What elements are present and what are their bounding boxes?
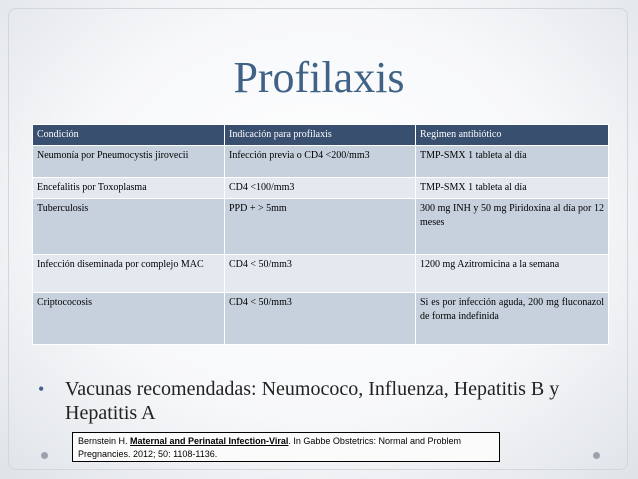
decorative-dot-icon: [41, 452, 48, 459]
reference-box: [72, 432, 500, 462]
cell-condition: Neumonía por Pneumocystis jirovecii: [33, 146, 225, 178]
reference-suffix: . In Gabbe Obstetrics: Normal and Problem Pregnancies. 2012; 50: 1108-1136.: [78, 436, 461, 459]
bullet-dot-icon: •: [38, 379, 45, 399]
cell-indication: PPD + > 5mm: [225, 199, 416, 255]
cell-regimen: TMP-SMX 1 tableta al día: [416, 146, 609, 178]
slide-title: Profilaxis: [233, 53, 405, 102]
cell-indication: CD4 < 50/mm3: [225, 255, 416, 293]
table-header-row: [33, 125, 609, 146]
cell-condition: Criptococosis: [33, 293, 225, 345]
cell-regimen: Si es por infección aguda, 200 mg fluconazol de forma indefinida: [416, 293, 609, 345]
decorative-dot-icon: [593, 452, 600, 459]
cell-indication: Infección previa o CD4 <200/mm3: [225, 146, 416, 178]
cell-indication: CD4 <100/mm3: [225, 178, 416, 199]
table-row: [33, 146, 609, 178]
header-condition: Condición: [33, 125, 225, 146]
bullet-text: Vacunas recomendadas: Neumococo, Influenza, Hepatitis B y Hepatitis A: [65, 378, 560, 424]
cell-condition: Encefalitis por Toxoplasma: [33, 178, 225, 199]
header-regimen: Regimen antibiótico: [416, 125, 609, 146]
bullet-item: [38, 377, 608, 425]
table-row: [33, 293, 609, 345]
prophylaxis-table: [32, 124, 609, 345]
cell-indication: CD4 < 50/mm3: [225, 293, 416, 345]
cell-regimen: 1200 mg Azitromicina a la semana: [416, 255, 609, 293]
header-indication: Indicación para profilaxis: [225, 125, 416, 146]
reference-title: Maternal and Perinatal Infection-Viral: [130, 436, 289, 446]
table-row: [33, 178, 609, 199]
cell-regimen: TMP-SMX 1 tableta al día: [416, 178, 609, 199]
cell-regimen: 300 mg INH y 50 mg Piridoxina al día por 12 meses: [416, 199, 609, 255]
table-row: [33, 255, 609, 293]
table-row: [33, 199, 609, 255]
reference-prefix: Bernstein H.: [78, 436, 131, 446]
cell-condition: Tuberculosis: [33, 199, 225, 255]
cell-condition: Infección diseminada por complejo MAC: [33, 255, 225, 293]
